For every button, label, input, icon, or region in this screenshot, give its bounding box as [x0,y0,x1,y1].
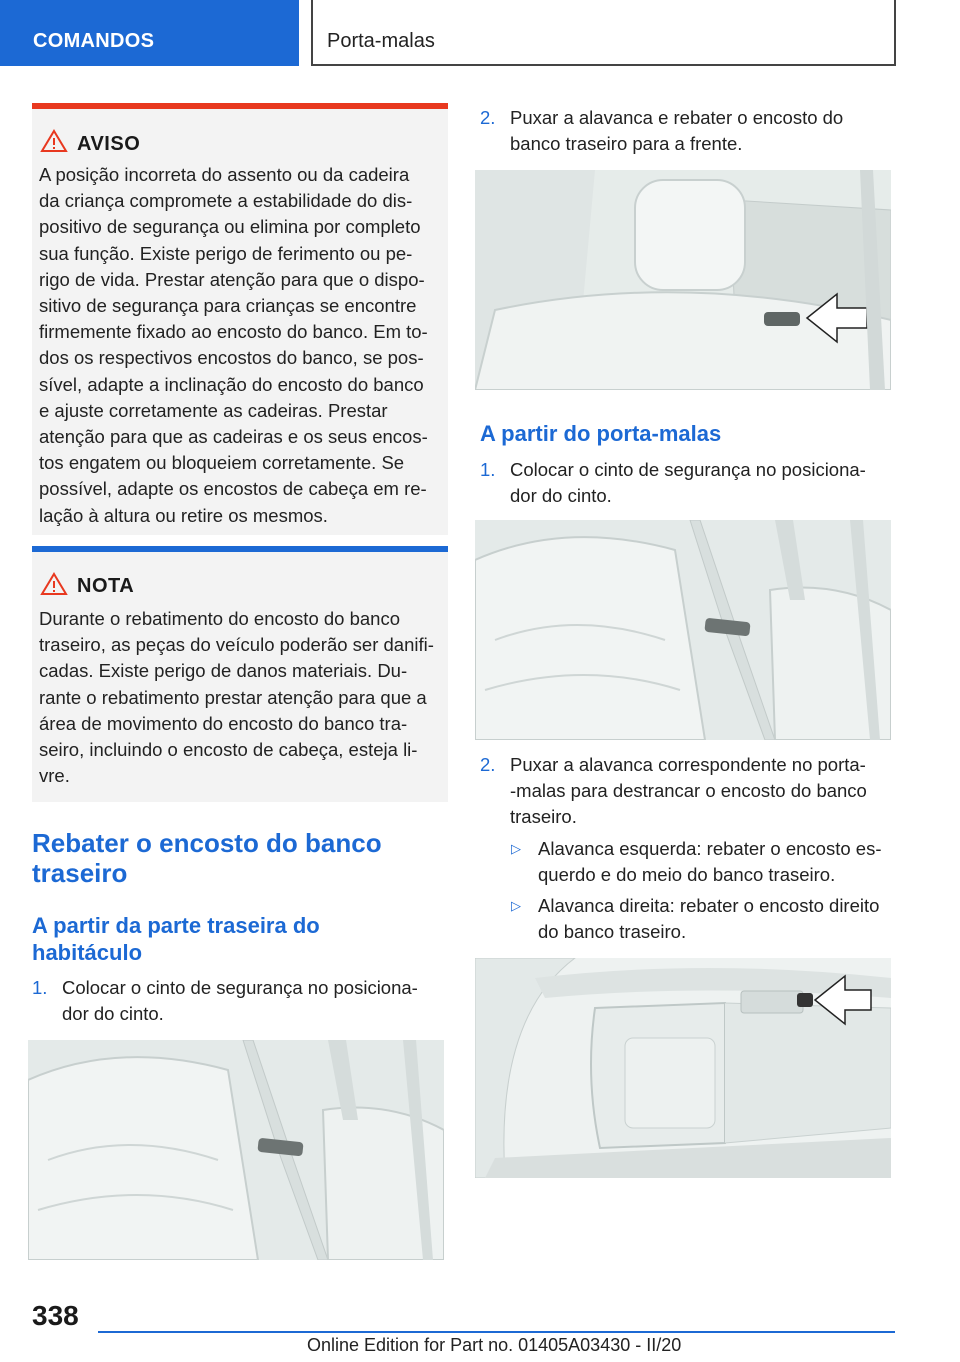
image-rear-seat-belt [28,1040,444,1260]
step-text: Colocar o cinto de segurança no posiciona- dor do cinto. [62,977,418,1024]
footer-edition: Online Edition for Part no. 01405A03430 - II/20 [307,1335,682,1355]
footer-divider [98,1331,895,1333]
note-box [32,546,448,802]
bullet-triangle-icon: ▷ [511,841,521,856]
chapter-tab [311,0,896,66]
subheading-trunk: A partir do porta-malas [480,421,722,446]
caution-triangle-icon [40,572,68,596]
step-text: Colocar o cinto de segurança no posiciona- dor do cinto. [510,459,866,506]
bullet-triangle-icon: ▷ [511,898,521,913]
page-number: 338 [32,1300,79,1331]
image-backrest-lever [475,170,891,390]
subheading-cabin: A partir da parte traseira do habitáculo [32,913,320,965]
section-title: COMANDOS [33,30,155,52]
bullet-text: Alavanca esquerda: rebater o encosto es- querdo e do meio do banco traseiro. [538,838,882,885]
warning-text: A posição incorreta do assento ou da cadeira da criança compromete a estabilidade do dis- positivo de segurança ou elimina por completo sua função. Existe perigo de ferimento ou pe- rigo de vida. Prestar atenção para que o dispo- sitivo de segurança para crianças se encontre firmemente fixado ao encosto do banco. Em to- dos os respectivos encostos do banco, se pos- sível, adapte a inclinação do encosto do banco e ajuste corretamente as cadeiras. Prestar atenção para que as cadeiras e os seus encos- tos engatem ou bloqueiem corretamente. Se possível, adapte os encostos de cabeça em re- lação à altura ou retire os mesmos. [39,164,428,526]
warning-bar [32,103,448,109]
section-heading: Rebater o encosto do banco traseiro [32,828,382,888]
warning-box [32,103,448,535]
image-trunk-lever [475,958,891,1178]
step-text: Puxar a alavanca e rebater o encosto do banco traseiro para a frente. [510,107,844,154]
step-number: 1. [480,459,496,480]
step-number: 2. [480,107,496,128]
section-tab [0,0,299,66]
note-bar [32,546,448,552]
image-seat-belt-trunk [475,520,891,740]
step-text: Puxar a alavanca correspondente no porta- -malas para destrancar o encosto do banco traseiro. [510,754,867,827]
step-number: 2. [480,754,496,775]
step-number: 1. [32,977,48,998]
bullet-text: Alavanca direita: rebater o encosto direito do banco traseiro. [538,895,880,942]
note-text: Durante o rebatimento do encosto do banco traseiro, as peças do veículo poderão ser danifi- cadas. Existe perigo de danos materiais. Du- rante o rebatimento prestar atenção para que a área de movimento do encosto do banco tra- seiro, incluindo o encosto de cabeça, esteja li- vre. [39,608,434,787]
warning-title: AVISO [77,133,141,155]
note-title: NOTA [77,575,135,597]
chapter-title: Porta-malas [327,30,435,52]
warning-triangle-icon [40,129,68,153]
